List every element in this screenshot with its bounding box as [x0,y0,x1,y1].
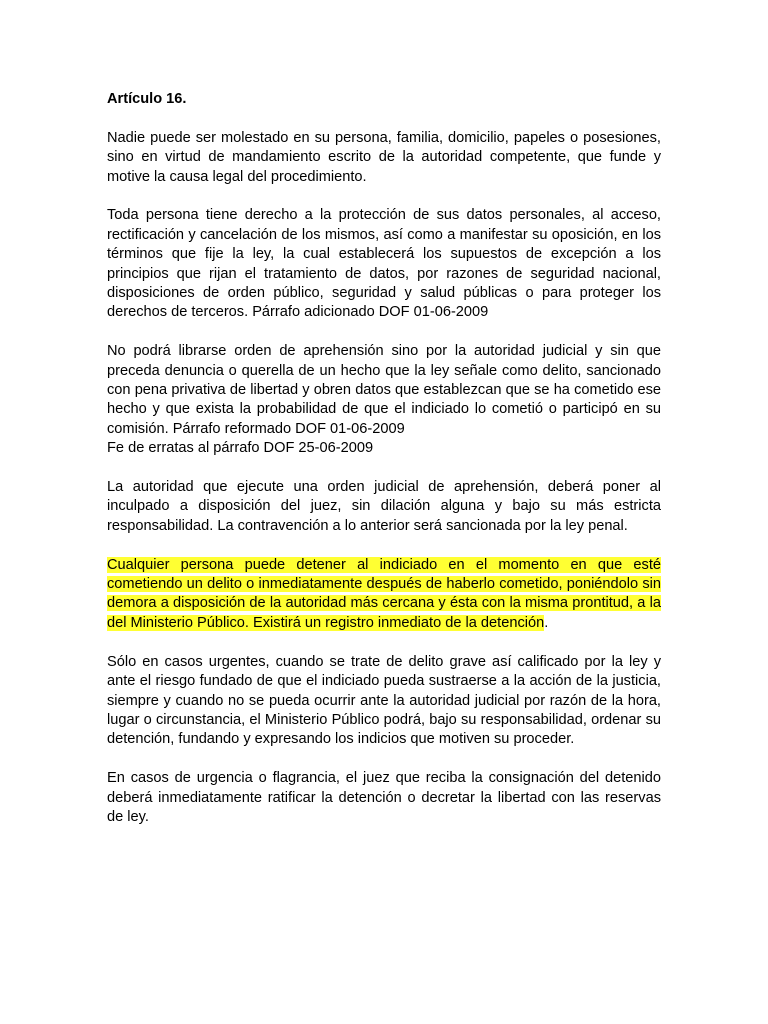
paragraph-3 [107,342,661,458]
paragraph-1: Nadie puede ser molestado en su persona, familia, domicilio, papeles o posesiones, sino en virtud de mandamiento escrito de la autoridad competente, que funde y motive la causa legal del procedimiento. [107,129,661,185]
paragraph-5 [107,556,661,634]
article-heading: Artículo 16. [107,91,187,107]
paragraph-2: Toda persona tiene derecho a la protección de sus datos personales, al acceso, rectificación y cancelación de los mismos, así como a manifestar su oposición, en los términos que fije la ley, la cual establecerá los supuestos de excepción a los principios que rijan el tratamiento de datos, por razones de seguridad nacional, disposiciones de orden público, seguridad y salud públicas o para proteger los derechos de terceros. Párrafo adicionado DOF 01-06-2009 [107,207,661,321]
paragraph-5-tail: . [544,614,549,631]
paragraph-4: La autoridad que ejecute una orden judicial de aprehensión, deberá poner al inculpado a disposición del juez, sin dilación alguna y bajo su más estricta responsabilidad. La contravención a lo anterior será sancionada por la ley penal. [107,479,661,534]
paragraph-3-text: No podrá librarse orden de aprehensión sino por la autoridad judicial y sin que preceda denuncia o querella de un hecho que la ley señale como delito, sancionado con pena privativa de libertad y obren datos que establezcan que se ha cometido ese hecho y que exista la probabilidad de que el indiciado lo cometió o participó en su comisión. Párrafo reformado DOF 01-06-2009 [107,343,661,437]
paragraph-7: En casos de urgencia o flagrancia, el juez que reciba la consignación del detenido deberá inmediatamente ratificar la detención o decretar la libertad con las reservas de ley. [107,770,661,825]
highlighted-text: Cualquier persona puede detener al indiciado en el momento en que esté cometiendo un delito o inmediatamente después de haberlo cometido, poniéndolo sin demora a disposición de la autoridad más cercana y ésta con la misma prontitud, a la del Ministerio Público. Existirá un registro inmediato de la detención [107,556,661,631]
paragraph-6: Sólo en casos urgentes, cuando se trate de delito grave así calificado por la ley y ante el riesgo fundado de que el indiciado pueda sustraerse a la acción de la justicia, siempre y cuando no se pueda ocurrir ante la autoridad judicial por razón de la hora, lugar o circunstancia, el Ministerio Público podrá, bajo su responsabilidad, ordenar su detención, fundando y expresando los indicios que motiven su proceder. [107,653,661,748]
document-page [107,90,661,847]
paragraph-3-erratum-note: Fe de erratas al párrafo DOF 25-06-2009 [107,440,374,457]
